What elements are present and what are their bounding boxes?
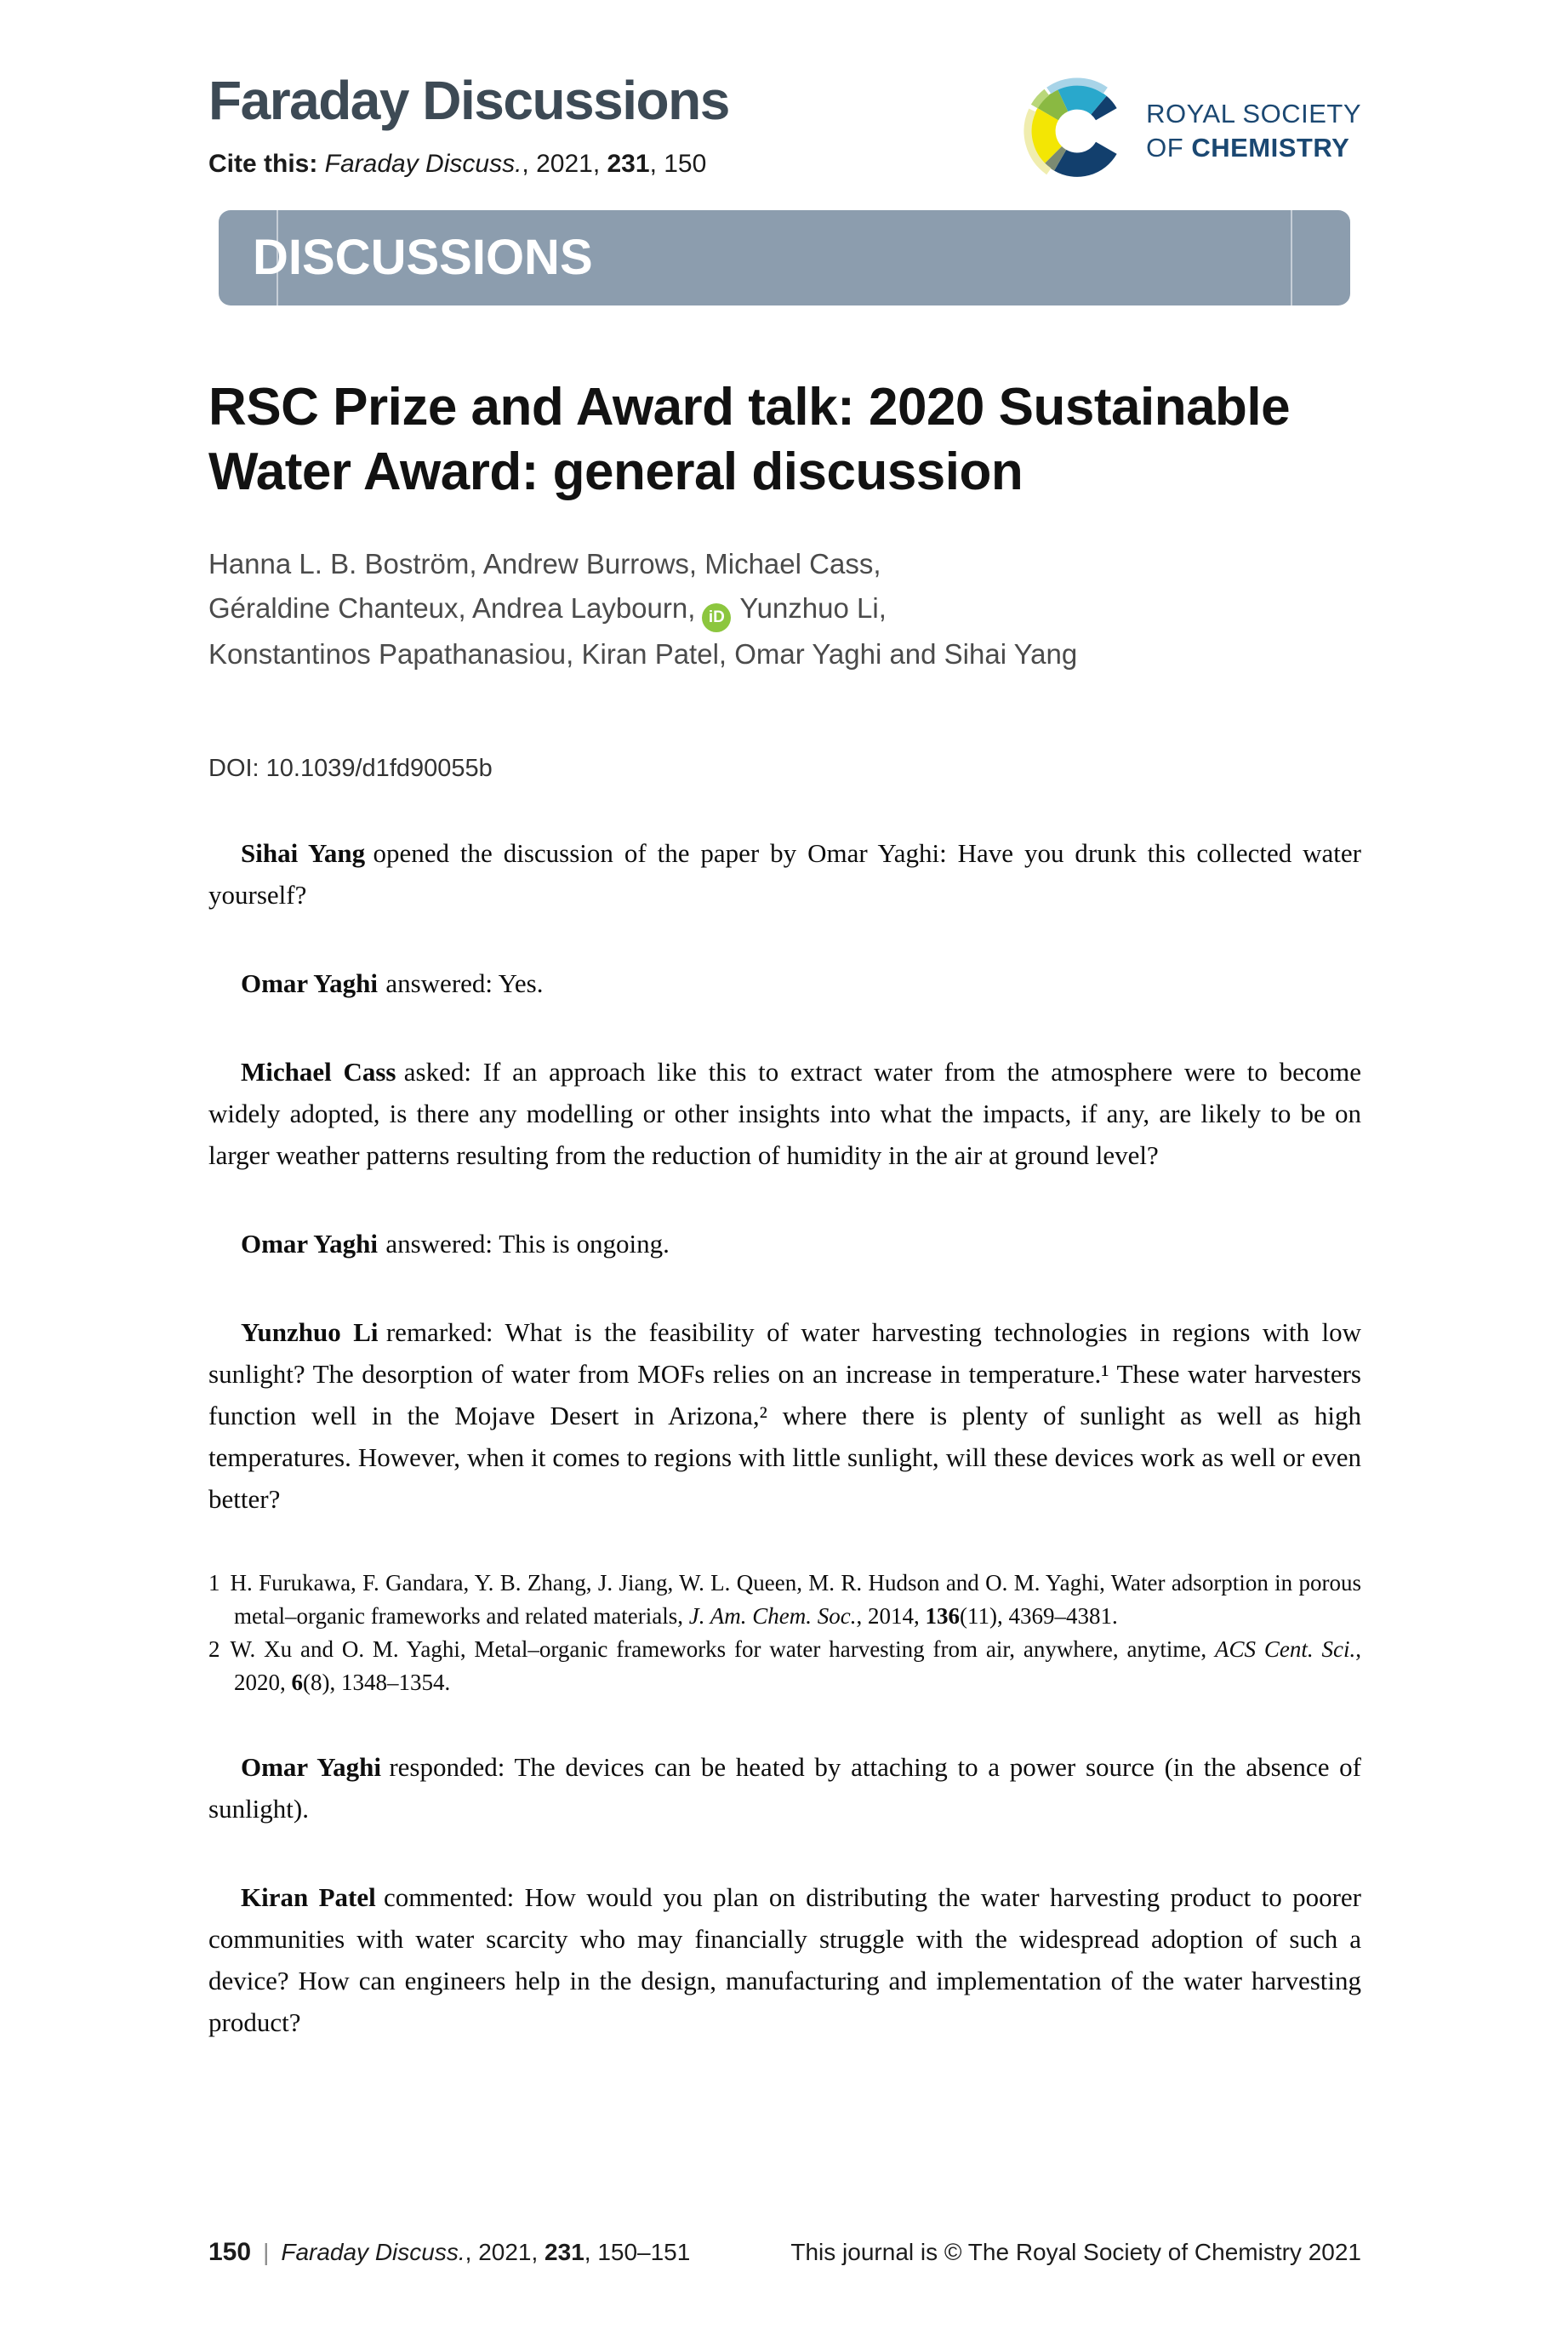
author-line1: Hanna L. B. Boström, Andrew Burrows, Michael Cass, (208, 548, 881, 579)
footer-pages: , 150–151 (584, 2239, 691, 2265)
footer-journal: Faraday Discuss. (281, 2239, 465, 2265)
paragraph-text: answered: This is ongoing. (385, 1229, 670, 1259)
speaker-name: Yunzhuo Li (241, 1317, 379, 1347)
reference-journal: ACS Cent. Sci. (1215, 1636, 1356, 1662)
speaker-name: Omar Yaghi (241, 1752, 382, 1782)
page-footer (208, 2238, 1361, 2267)
doi-line: DOI: 10.1039/d1fd90055b (208, 755, 493, 782)
reference-volume: 136 (925, 1603, 960, 1629)
rsc-logo-text (1146, 97, 1361, 164)
paragraph-text: opened the discussion of the paper by Omar Yaghi: Have you drunk this collected water yourself? (208, 838, 1362, 910)
footer-year: , 2021, (465, 2239, 545, 2265)
paragraph-text: responded: The devices can be heated by attaching to a power source (in the absence of sunlight). (208, 1752, 1361, 1824)
footer-left (208, 2238, 690, 2267)
reference-year: , 2020, (234, 1636, 1361, 1695)
cite-label: Cite this: (208, 150, 325, 179)
reference-number: 2 (208, 1636, 220, 1662)
paragraph-text: remarked: What is the feasibility of water harvesting technologies in regions with low sunlight? The desorption of water from MOFs relies on an increase in temperature.¹ These water harvesters function well in the Mojave Desert in Arizona,² where there is plenty of sunlight as well as high temperatures. However, when it comes to regions with little sunlight, will these devices work as well or even better? (208, 1317, 1362, 1514)
discussion-paragraph (208, 1051, 1361, 1176)
speaker-name: Michael Cass (241, 1057, 396, 1087)
discussion-paragraph (208, 1876, 1361, 2043)
reference-pages: (8), 1348–1354. (303, 1670, 451, 1695)
section-banner (219, 210, 1350, 305)
author-line3: Konstantinos Papathanasiou, Kiran Patel, Omar Yaghi and Sihai Yang (208, 638, 1078, 670)
reference-pages: (11), 4369–4381. (960, 1603, 1118, 1629)
reference-list (208, 1567, 1361, 1699)
speaker-name: Omar Yaghi (241, 1229, 379, 1259)
speaker-name: Omar Yaghi (241, 968, 379, 998)
reference-item (208, 1567, 1361, 1633)
speaker-name: Kiran Patel (241, 1882, 376, 1912)
speaker-name: Sihai Yang (241, 838, 366, 868)
cite-year: , 2021, (522, 150, 607, 179)
author-list (208, 542, 1361, 676)
discussion-paragraph (208, 1746, 1361, 1830)
article-title (208, 375, 1361, 505)
author-line2a: Géraldine Chanteux, Andrea Laybourn, (208, 592, 696, 624)
footer-volume: 231 (545, 2239, 584, 2265)
banner-seam-right (1291, 210, 1292, 305)
discussion-paragraph (208, 1223, 1361, 1264)
discussion-paragraph (208, 832, 1361, 916)
reference-text: H. Furukawa, F. Gandara, Y. B. Zhang, J. Jiang, W. L. Queen, M. R. Hudson and O. M. Yaghi, Water adsorption in porous metal–organic frameworks and related materials, (230, 1570, 1361, 1629)
article-title-line1: RSC Prize and Award talk: 2020 Sustainable (208, 378, 1291, 437)
cite-journal: Faraday Discuss. (324, 150, 522, 179)
reference-number: 1 (208, 1570, 220, 1596)
rsc-logo-line2-of: OF (1146, 133, 1192, 163)
cite-page: , 150 (649, 150, 707, 179)
discussion-paragraph (208, 1311, 1361, 1520)
footer-page-number: 150 (208, 2238, 252, 2266)
rsc-logo-line1: ROYAL SOCIETY (1146, 99, 1361, 129)
paragraph-text: commented: How would you plan on distributing the water harvesting product to poorer communities with water scarcity who may financially struggle with the widespread adoption of such a device? How can engineers help in the design, manufacturing and implementation of the water harvesting product? (208, 1882, 1362, 2037)
article-title-line2: Water Award: general discussion (208, 442, 1023, 501)
discussion-body (208, 832, 1361, 2043)
reference-text: W. Xu and O. M. Yaghi, Metal–organic frameworks for water harvesting from air, anywhere, anytime, (230, 1636, 1216, 1662)
author-line2 (208, 586, 1361, 632)
journal-name: Faraday Discussions (208, 70, 729, 131)
rsc-logo (1023, 77, 1361, 185)
footer-rights: This journal is © The Royal Society of Chemistry 2021 (790, 2239, 1361, 2265)
rsc-logo-line2-name: CHEMISTRY (1191, 133, 1350, 163)
discussion-paragraph (208, 962, 1361, 1004)
journal-header (208, 72, 1361, 185)
section-banner-label: DISCUSSIONS (253, 230, 593, 285)
reference-item (208, 1633, 1361, 1699)
citation-line (208, 150, 729, 179)
journal-header-left (208, 72, 729, 179)
paragraph-text: asked: If an approach like this to extract water from the atmosphere were to become widely adopted, is there any modelling or other insights into what the impacts, if any, are likely to be on larger weather patterns resulting from the reduction of humidity in the air at ground level? (208, 1057, 1362, 1170)
orcid-icon[interactable]: iD (702, 603, 731, 632)
paragraph-text: answered: Yes. (385, 968, 544, 998)
reference-year: , 2014, (856, 1603, 926, 1629)
reference-journal: J. Am. Chem. Soc. (688, 1603, 857, 1629)
footer-separator: | (263, 2239, 270, 2265)
cite-volume: 231 (607, 150, 650, 179)
rsc-logo-icon (1023, 77, 1131, 185)
author-line2b: Yunzhuo Li, (739, 592, 887, 624)
reference-volume: 6 (291, 1670, 303, 1695)
